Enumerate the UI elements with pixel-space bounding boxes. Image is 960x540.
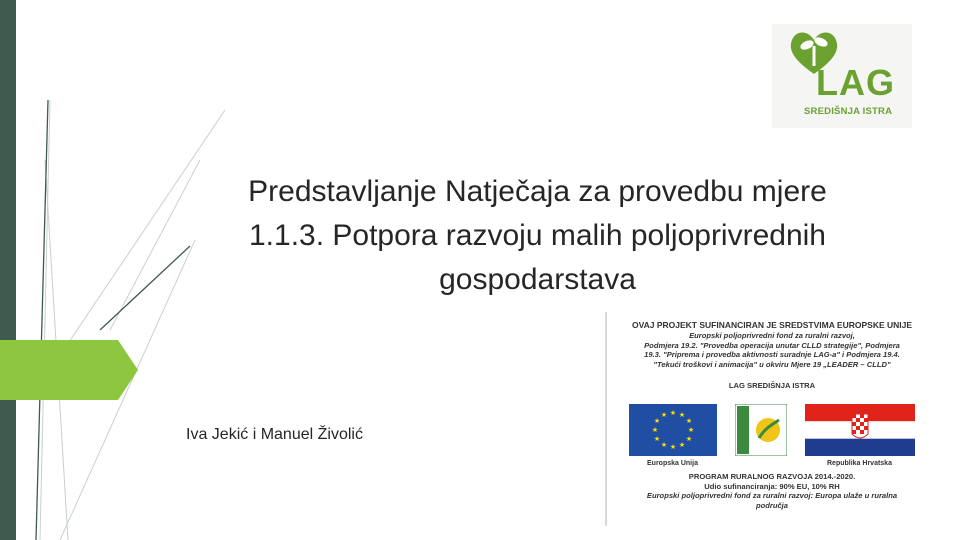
eu-program-line: PROGRAM RURALNOG RAZVOJA 2014.-2020. — [688, 472, 856, 481]
svg-text:★: ★ — [653, 435, 661, 443]
title-line: gospodarstava — [439, 263, 636, 296]
green-arrow-tab — [0, 340, 138, 400]
eu-program-line: Europski poljoprivredni fond za ruralni razvoj: Europa ulaže u ruralna — [646, 491, 898, 501]
eu-notice-heading: OVAJ PROJEKT SUFINANCIRAN JE SREDSTVIMA EUROPSKE UNIJE — [631, 320, 913, 330]
eu-flag-icon — [629, 404, 717, 456]
eu-notice-lag: LAG SREDIŠNJA ISTRA — [728, 381, 816, 390]
svg-text:★: ★ — [653, 417, 661, 425]
authors-subtitle: Iva Jekić i Manuel Živolić — [186, 426, 363, 443]
title-line: 1.1.3. Potpora razvoju malih poljoprivrednih — [249, 219, 826, 252]
svg-text:★: ★ — [651, 426, 659, 434]
svg-text:★: ★ — [685, 435, 693, 443]
eu-notice-line: Podmjera 19.2. "Provedba operacija unutar CLLD strategije", Podmjera — [644, 340, 900, 350]
slide-title — [150, 170, 925, 302]
leader-logo-icon — [735, 404, 787, 456]
croatia-flag-icon — [805, 404, 915, 456]
croatia-flag-label: Republika Hrvatska — [827, 460, 892, 467]
svg-text:★: ★ — [660, 441, 668, 449]
svg-text:★: ★ — [669, 443, 677, 451]
eu-flag-label: Europska Unija — [647, 460, 698, 467]
eu-notice-program — [607, 472, 937, 510]
eu-program-line: područja — [755, 500, 789, 510]
svg-text:★: ★ — [678, 441, 686, 449]
title-line: Predstavljanje Natječaja za provedbu mjere — [248, 175, 827, 208]
eu-notice-line: 19.3. "Priprema i provedba aktivnosti suradnje LAG-a" i Podmjera 19.4. — [644, 350, 900, 360]
lag-logo-text: LAG — [816, 62, 895, 103]
svg-text:★: ★ — [685, 417, 693, 425]
svg-text:★: ★ — [669, 409, 677, 417]
lag-logo-subtitle: SREDIŠNJA ISTRA — [804, 106, 893, 117]
svg-text:★: ★ — [660, 411, 668, 419]
eu-funding-notice — [605, 312, 937, 526]
eu-program-line: Udio sufinanciranja: 90% EU, 10% RH — [704, 481, 840, 491]
eu-notice-line: Europski poljoprivredni fond za ruralni razvoj, — [689, 331, 855, 340]
eu-notice-line: "Tekući troškovi i animacija" u okviru Mjere 19 „LEADER – CLLD" — [653, 359, 891, 369]
svg-text:★: ★ — [687, 426, 695, 434]
svg-text:★: ★ — [678, 411, 686, 419]
eu-notice-body — [607, 331, 937, 369]
